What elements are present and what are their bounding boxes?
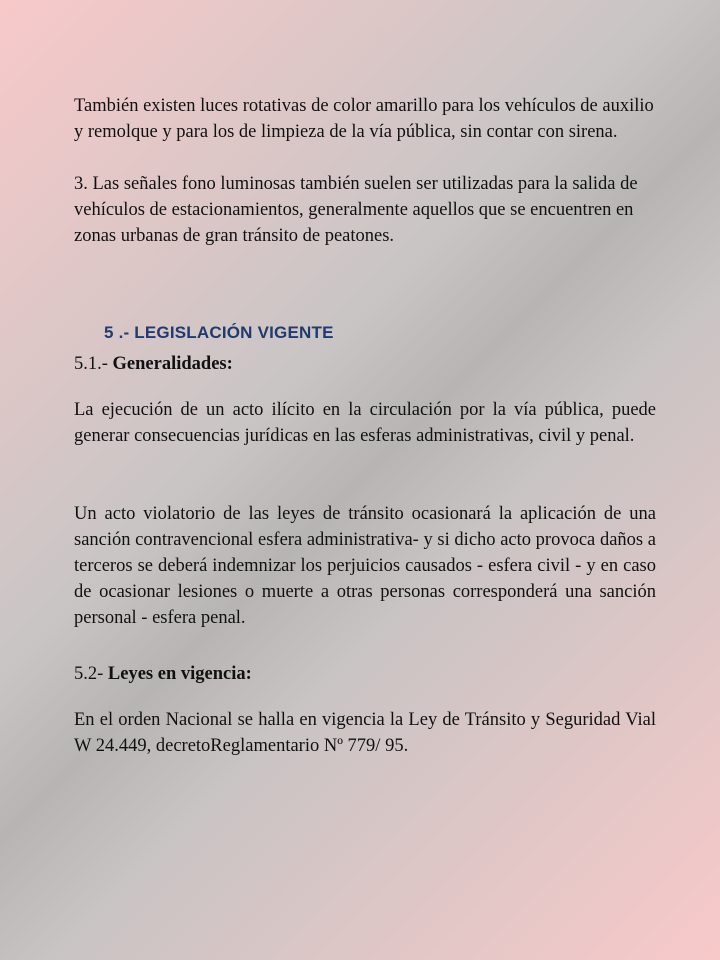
subsection-number: 5.2-	[74, 664, 104, 684]
section-heading: 5 .- LEGISLACIÓN VIGENTE	[104, 323, 334, 342]
item-3-paragraph: 3. Las señales fono luminosas también suelen ser utilizadas para la salida de vehículos de estacionamientos, generalmente aquellos que se encuentren en zonas urbanas de gran tránsito de peatones.	[74, 174, 638, 246]
subsection-heading-leyes	[74, 661, 252, 687]
subsection-number: 5.1.-	[74, 354, 108, 374]
generalidades-paragraph-2: Un acto violatorio de las leyes de tránsito ocasionará la aplicación de una sanción contravencional esfera administrativa- y si dicho acto provoca daños a terceros se deberá indemnizar los perjuicios causados - esfera civil - y en caso de ocasionar lesiones o muerte a otras personas corresponderá una sanción personal - esfera penal.	[74, 504, 656, 628]
generalidades-paragraph-1: La ejecución de un acto ilícito en la circulación por la vía pública, puede generar consecuencias jurídicas en las esferas administrativas, civil y penal.	[74, 400, 656, 446]
subsection-title: Generalidades:	[112, 354, 233, 374]
subsection-heading-generalidades	[74, 351, 233, 377]
intro-paragraph: También existen luces rotativas de color amarillo para los vehículos de auxilio y remolque y para los de limpieza de la vía pública, sin contar con sirena.	[74, 96, 654, 142]
subsection-title: Leyes en vigencia:	[107, 664, 252, 684]
leyes-paragraph: En el orden Nacional se halla en vigencia la Ley de Tránsito y Seguridad Vial W 24.449, decretoReglamentario Nº 779/ 95.	[74, 710, 656, 756]
